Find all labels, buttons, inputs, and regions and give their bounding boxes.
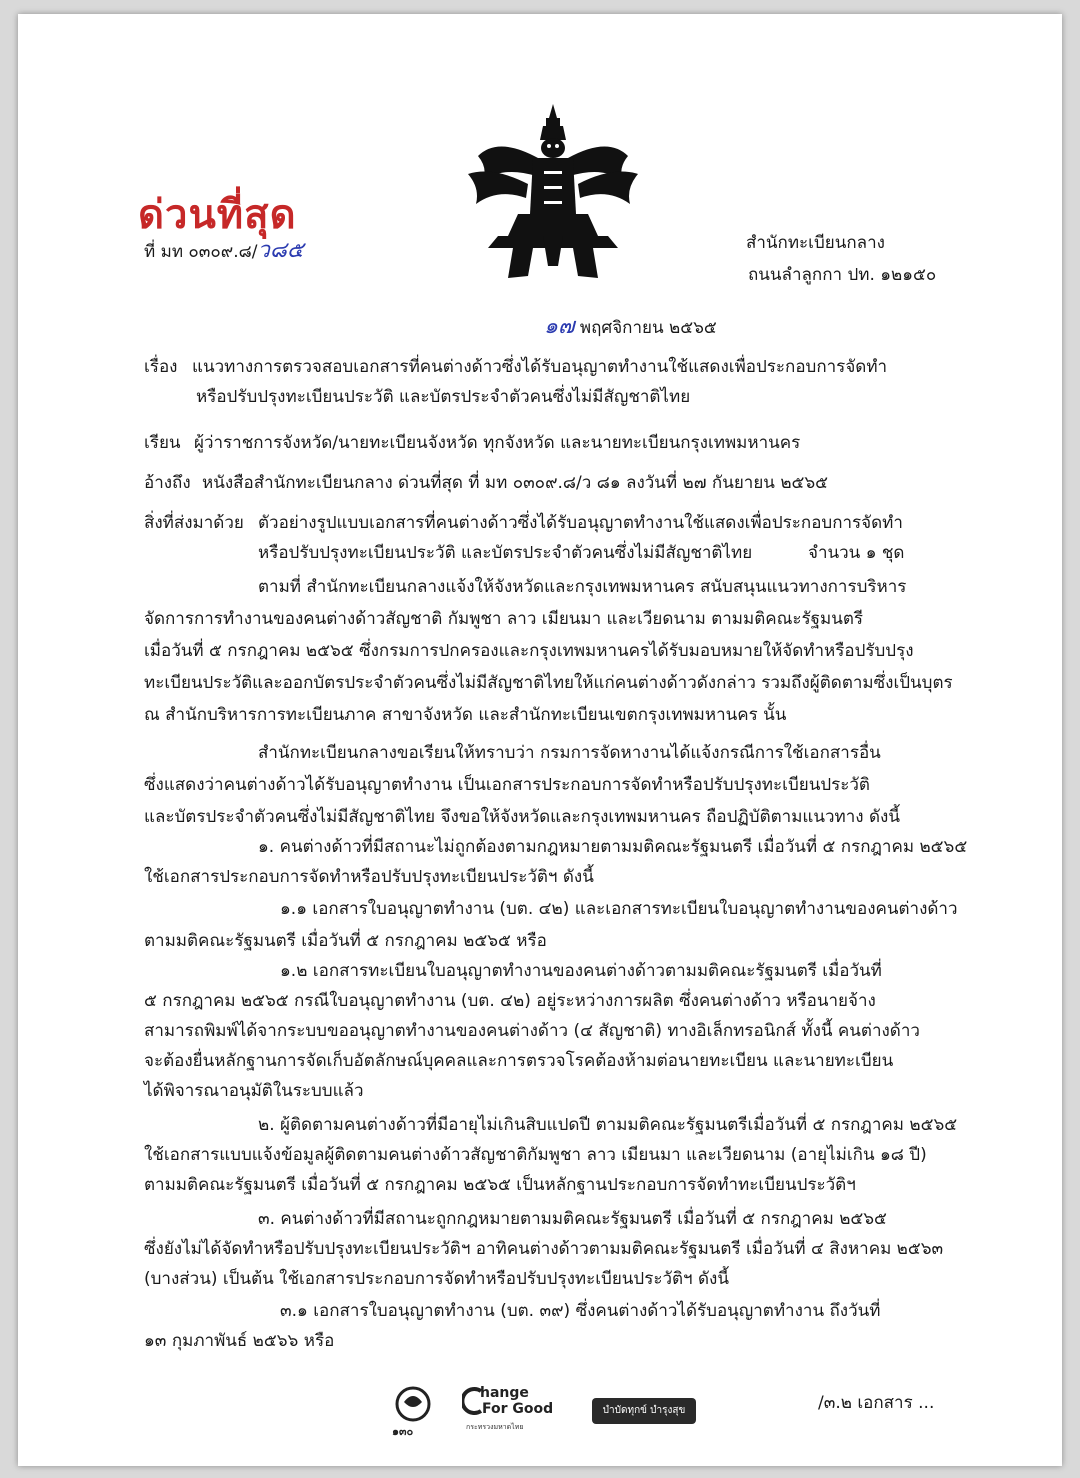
body-line: ๕ กรกฎาคม ๒๕๖๕ กรณีใบอนุญาตทำงาน (บต. ๔๒) อยู่ระหว่างการผลิต ซึ่งคนต่างด้าว หรือนายจ้าง	[144, 991, 876, 1011]
ref-handwritten: ว๘๕	[257, 238, 304, 263]
cfg-line-2: For Good	[482, 1401, 554, 1417]
body-line: ๑๓ กุมภาพันธ์ ๒๕๖๖ หรือ	[144, 1331, 335, 1351]
body-line: ใช้เอกสารแบบแจ้งข้อมูลผู้ติดตามคนต่างด้าวสัญชาติกัมพูชา ลาว เมียนมา และเวียดนาม (อายุไม่เกิน ๑๘ ปี)	[144, 1145, 927, 1165]
body-line: สามารถพิมพ์ได้จากระบบขออนุญาตทำงานของคนต่างด้าว (๔ สัญชาติ) ทางอิเล็กทรอนิกส์ ทั้งนี้ คนต่างด้าว	[144, 1021, 920, 1041]
body-line: จัดการการทำงานของคนต่างด้าวสัญชาติ กัมพูชา ลาว เมียนมา และเวียดนาม ตามมติคณะรัฐมนตรี	[144, 609, 864, 629]
cfg-subtitle: กระทรวงมหาดไทย	[466, 1423, 524, 1431]
body-line: สำนักทะเบียนกลางขอเรียนให้ทราบว่า กรมการจัดหางานได้แจ้งกรณีการใช้เอกสารอื่น	[258, 743, 881, 763]
date-month-year: พฤศจิกายน ๒๕๖๕	[579, 318, 717, 338]
office-name: สำนักทะเบียนกลาง	[746, 233, 885, 253]
urgency-stamp: ด่วนที่สุด	[138, 191, 297, 238]
enclosure-line-1: ตัวอย่างรูปแบบเอกสารที่คนต่างด้าวซึ่งได้รับอนุญาตทำงานใช้แสดงเพื่อประกอบการจัดทำ	[258, 513, 903, 533]
enclosure-line-2: หรือปรับปรุงทะเบียนประวัติ และบัตรประจำตัวคนซึ่งไม่มีสัญชาติไทย	[258, 543, 753, 563]
to-text: ผู้ว่าราชการจังหวัด/นายทะเบียนจังหวัด ทุกจังหวัด และนายทะเบียนกรุงเทพมหานคร	[194, 433, 801, 453]
body-line: ณ สำนักบริหารการทะเบียนภาค สาขาจังหวัด และสำนักทะเบียนเขตกรุงเทพมหานคร นั้น	[144, 705, 787, 725]
anniversary-number: ๑๓๐	[392, 1425, 414, 1438]
body-line: จะต้องยื่นหลักฐานการจัดเก็บอัตลักษณ์บุคคลและการตรวจโรคต้องห้ามต่อนายทะเบียน และนายทะเบียน	[144, 1051, 894, 1071]
date-day: ๑๗	[544, 314, 575, 339]
body-line: (บางส่วน) เป็นต้น ใช้เอกสารประกอบการจัดทำหรือปรับปรุงทะเบียนประวัติฯ ดังนี้	[144, 1269, 729, 1289]
body-line: ใช้เอกสารประกอบการจัดทำหรือปรับปรุงทะเบียนประวัติฯ ดังนี้	[144, 867, 594, 887]
footer-logos	[378, 1380, 718, 1440]
document-page	[18, 14, 1062, 1466]
body-line: ตามมติคณะรัฐมนตรี เมื่อวันที่ ๕ กรกฎาคม ๒๕๖๕ หรือ	[144, 931, 547, 951]
body-line: ซึ่งยังไม่ได้จัดทำหรือปรับปรุงทะเบียนประวัติฯ อาทิคนต่างด้าวตามมติคณะรัฐมนตรี เมื่อวันที่ ๔ สิงหาคม ๒๕๖๓	[144, 1239, 944, 1259]
body-line: ทะเบียนประวัติและออกบัตรประจำตัวคนซึ่งไม่มีสัญชาติไทยให้แก่คนต่างด้าวดังกล่าว รวมถึงผู้ติดตามซึ่งเป็นบุตร	[144, 673, 953, 693]
page-continuation: /๓.๒ เอกสาร ...	[818, 1393, 935, 1413]
office-address: ถนนลำลูกกา ปท. ๑๒๑๕๐	[748, 265, 937, 285]
body-line: ๑. คนต่างด้าวที่มีสถานะไม่ถูกต้องตามกฎหมายตามมติคณะรัฐมนตรี เมื่อวันที่ ๕ กรกฎาคม ๒๕๖๕	[258, 837, 968, 857]
body-line: ๒. ผู้ติดตามคนต่างด้าวที่มีอายุไม่เกินสิบแปดปี ตามมติคณะรัฐมนตรีเมื่อวันที่ ๕ กรกฎาคม ๒๕๖๕	[258, 1115, 958, 1135]
subject-line-1: แนวทางการตรวจสอบเอกสารที่คนต่างด้าวซึ่งได้รับอนุญาตทำงานใช้แสดงเพื่อประกอบการจัดทำ	[192, 357, 888, 377]
document-date	[544, 316, 717, 339]
to-label: เรียน	[144, 433, 181, 453]
body-line: ๓. คนต่างด้าวที่มีสถานะถูกกฎหมายตามมติคณะรัฐมนตรี เมื่อวันที่ ๕ กรกฎาคม ๒๕๖๕	[258, 1209, 887, 1229]
ref-printed: ที่ มท ๐๓๐๙.๘/	[144, 242, 258, 262]
body-line: ตามมติคณะรัฐมนตรี เมื่อวันที่ ๕ กรกฎาคม ๒๕๖๕ เป็นหลักฐานประกอบการจัดทำทะเบียนประวัติฯ	[144, 1175, 856, 1195]
body-line: ซึ่งแสดงว่าคนต่างด้าวได้รับอนุญาตทำงาน เป็นเอกสารประกอบการจัดทำหรือปรับปรุงทะเบียนประวัติ	[144, 775, 870, 795]
subject-line-2: หรือปรับปรุงทะเบียนประวัติ และบัตรประจำตัวคนซึ่งไม่มีสัญชาติไทย	[196, 387, 691, 407]
reference-number	[144, 240, 303, 263]
body-line: ตามที่ สำนักทะเบียนกลางแจ้งให้จังหวัดและกรุงเทพมหานคร สนับสนุนแนวทางการบริหาร	[258, 577, 907, 597]
garuda-emblem-icon	[458, 96, 648, 286]
cfg-line-1: hange	[480, 1385, 529, 1401]
subject-label: เรื่อง	[144, 357, 178, 377]
body-line: ๓.๑ เอกสารใบอนุญาตทำงาน (บต. ๓๙) ซึ่งคนต่างด้าวได้รับอนุญาตทำงาน ถึงวันที่	[280, 1301, 881, 1321]
body-line: ได้พิจารณาอนุมัติในระบบแล้ว	[144, 1081, 364, 1101]
body-line: และบัตรประจำตัวคนซึ่งไม่มีสัญชาติไทย จึงขอให้จังหวัดและกรุงเทพมหานคร ถือปฏิบัติตามแนวทาง ดังนี้	[144, 807, 900, 827]
enclosure-quantity: จำนวน ๑ ชุด	[808, 543, 905, 563]
body-line: ๑.๑ เอกสารใบอนุญาตทำงาน (บต. ๔๒) และเอกสารทะเบียนใบอนุญาตทำงานของคนต่างด้าว	[280, 899, 958, 919]
reference-text: หนังสือสำนักทะเบียนกลาง ด่วนที่สุด ที่ มท ๐๓๐๙.๘/ว ๘๑ ลงวันที่ ๒๗ กันยายน ๒๕๖๕	[202, 473, 829, 493]
body-line: เมื่อวันที่ ๕ กรกฎาคม ๒๕๖๕ ซึ่งกรมการปกครองและกรุงเทพมหานครได้รับมอบหมายให้จัดทำหรือปรับปรุง	[144, 641, 914, 661]
reference-label: อ้างถึง	[144, 473, 191, 493]
enclosure-label: สิ่งที่ส่งมาด้วย	[144, 513, 244, 533]
motto-badge: บำบัดทุกข์ บำรุงสุข	[592, 1398, 696, 1424]
body-line: ๑.๒ เอกสารทะเบียนใบอนุญาตทำงานของคนต่างด้าวตามมติคณะรัฐมนตรี เมื่อวันที่	[280, 961, 882, 981]
